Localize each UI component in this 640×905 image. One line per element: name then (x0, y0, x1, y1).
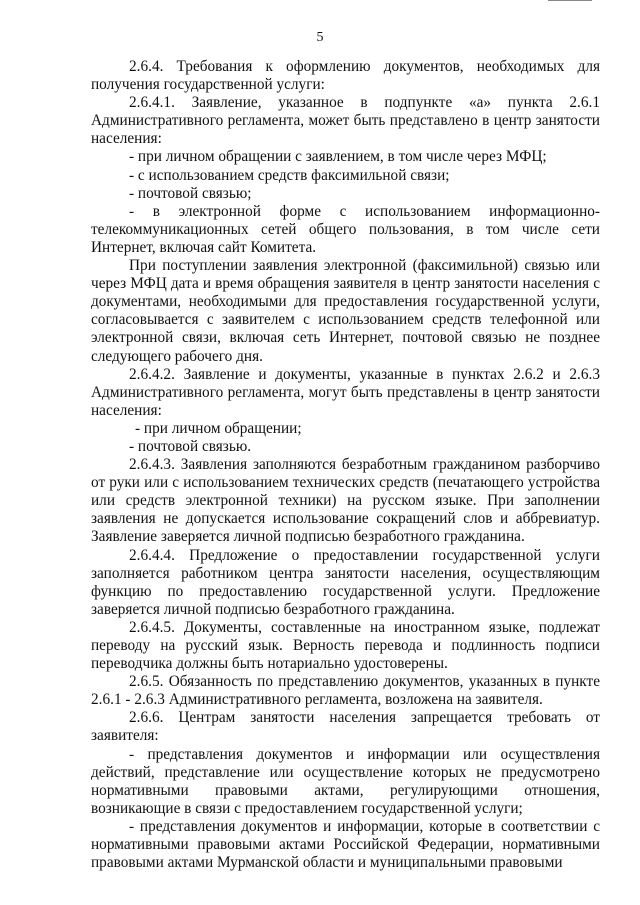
document-body (91, 58, 600, 872)
list-item: - представления документов и информации или осуществления действий, представление или осуществление которых не предусмотрено нормативными правовыми актами, регулирующими отношения, возникающие в связи с предоставлением государственной услуги; (91, 745, 600, 817)
scan-edge-mark (548, 0, 592, 3)
list-item: - с использованием средств факсимильной связи; (129, 166, 450, 184)
list-item: - почтовой связью; (129, 184, 252, 202)
list-item: - при личном обращении; (135, 419, 302, 437)
paragraph-2-6-4-heading: 2.6.4. Требования к оформлению документов, необходимых для получения государственной услуги: (91, 58, 600, 94)
list-item: - представления документов и информации, которые в соответствии с нормативными правовыми актами Российской Федерации, нормативными правовыми актами Мурманской области и муниципальными правовыми (91, 817, 600, 872)
paragraph-2-6-4-3: 2.6.4.3. Заявления заполняются безработным гражданином разборчиво от руки или с использованием технических средств (печатающего устройства или средств электронной техники) на русском языке. При заполнении заявления не допускается использование сокращений слов и аббревиатур. Заявление заверяется личной подписью безработного гражданина. (91, 456, 600, 546)
page-number: 5 (316, 30, 324, 45)
paragraph-2-6-4-5: 2.6.4.5. Документы, составленные на иностранном языке, подлежат переводу на русский язык. Верность перевода и подлинность подписи переводчика должны быть нотариально удостоверены. (91, 618, 600, 673)
paragraph-electronic-submission: При поступлении заявления электронной (факсимильной) связью или через МФЦ дата и время обращения заявителя в центр занятости населения с документами, необходимыми для предоставления государственной услуги, согласовывается с заявителем с использованием средств телефонной или электронной связи, включая сеть Интернет, почтовой связью не позднее следующего рабочего дня. (91, 257, 600, 365)
paragraph-2-6-4-1: 2.6.4.1. Заявление, указанное в подпункте «а» пункта 2.6.1 Административного регламента, может быть представлено в центр занятости населения: (91, 94, 600, 148)
list-item: - при личном обращении с заявлением, в том числе через МФЦ; (129, 148, 547, 166)
paragraph-2-6-4-2: 2.6.4.2. Заявление и документы, указанные в пунктах 2.6.2 и 2.6.3 Административного регламента, могут быть представлены в центр занятости населения: (91, 365, 600, 419)
paragraph-2-6-4-4: 2.6.4.4. Предложение о предоставлении государственной услуги заполняется работником центра занятости населения, осуществляющим функцию по предоставлению государственной услуги. Предложение заверяется личной подписью безработного гражданина. (91, 546, 600, 618)
list-item: - в электронной форме с использованием информационно-телекоммуникационных сетей общего пользования, в том числе сети Интернет, включая сайт Комитета. (91, 202, 600, 256)
paragraph-2-6-5: 2.6.5. Обязанность по представлению документов, указанных в пункте 2.6.1 - 2.6.3 Административного регламента, возложена на заявителя. (91, 673, 600, 709)
paragraph-2-6-6: 2.6.6. Центрам занятости населения запрещается требовать от заявителя: (91, 709, 600, 745)
list-item: - почтовой связью. (129, 437, 252, 455)
